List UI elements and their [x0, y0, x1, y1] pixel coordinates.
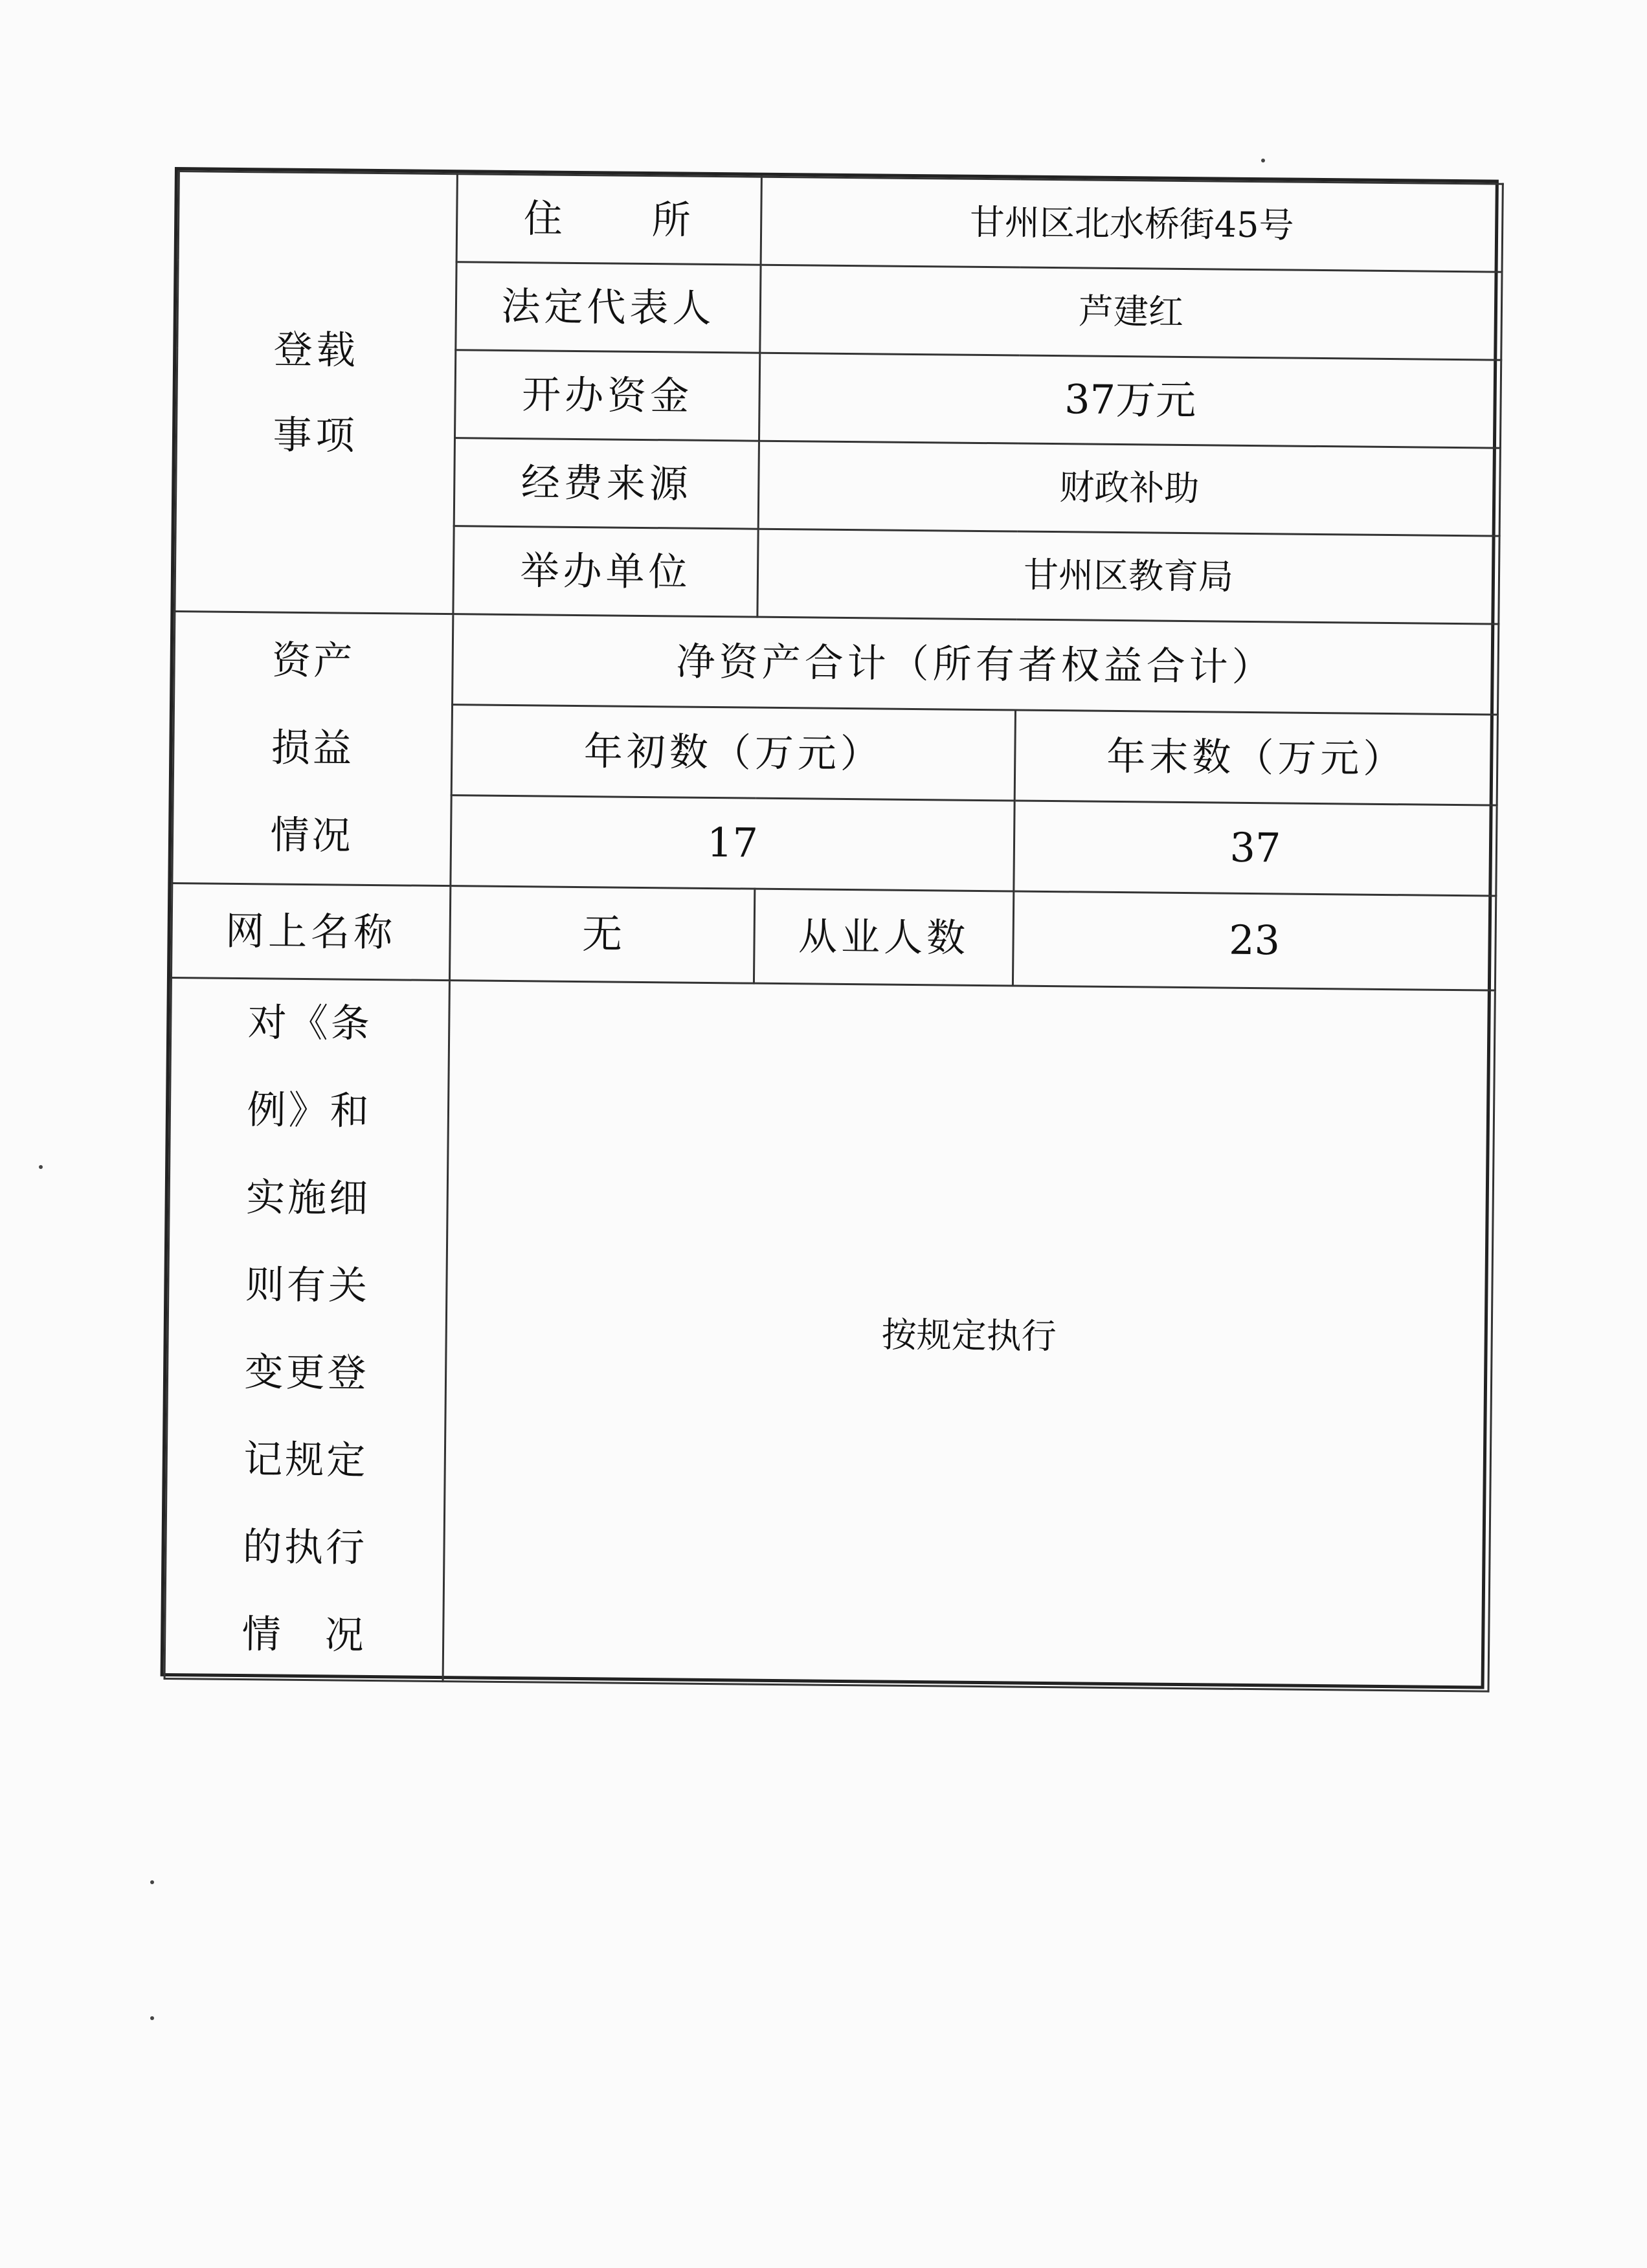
assets-section-label [172, 612, 453, 886]
end-year-value: 37 [1014, 801, 1497, 896]
compliance-value: 按规定执行 [443, 981, 1495, 1691]
registration-section-label [175, 172, 458, 614]
online-name-value: 无 [449, 886, 754, 984]
net-assets-header: 净资产合计（所有者权益合计） [453, 614, 1499, 715]
assets-label-line1: 资产 [271, 638, 355, 684]
compliance-label-line3: 实施细 [245, 1175, 371, 1221]
legal-rep-label: 法定代表人 [456, 262, 761, 353]
legal-rep-value: 芦建红 [760, 265, 1502, 360]
compliance-label-line8: 情 况 [241, 1612, 367, 1658]
registration-form [161, 167, 1499, 1689]
assets-label-line2: 损益 [271, 725, 355, 772]
compliance-label-line1: 对《条 [247, 1000, 373, 1047]
compliance-label-line7: 的执行 [242, 1524, 368, 1571]
scan-speck [1261, 159, 1265, 162]
compliance-label-line4: 则有关 [245, 1262, 370, 1309]
capital-value: 37万元 [759, 353, 1501, 448]
begin-year-label: 年初数（万元） [451, 705, 1015, 801]
compliance-label-line5: 变更登 [244, 1350, 369, 1396]
end-year-label: 年末数（万元） [1014, 710, 1497, 805]
address-value: 甘州区北水桥街45号 [761, 177, 1503, 272]
compliance-label-line6: 记规定 [243, 1437, 368, 1484]
staff-count-value: 23 [1013, 891, 1496, 990]
sponsor-label: 举办单位 [453, 526, 758, 617]
assets-label-line3: 情况 [270, 812, 353, 859]
funding-source-value: 财政补助 [758, 441, 1500, 536]
compliance-label [164, 978, 449, 1682]
funding-source-label: 经费来源 [454, 438, 759, 529]
registration-label-line1: 登载 [273, 326, 360, 373]
online-name-label: 网上名称 [171, 884, 450, 981]
compliance-label-line2: 例》和 [247, 1087, 372, 1134]
capital-label: 开办资金 [455, 350, 760, 441]
scan-speck [150, 1880, 154, 1884]
staff-count-label: 从业人数 [754, 889, 1013, 986]
sponsor-value: 甘州区教育局 [757, 529, 1499, 624]
scan-speck [39, 1165, 43, 1169]
form-table [164, 170, 1504, 1693]
scan-speck [150, 2016, 154, 2020]
registration-label-line2: 事项 [273, 412, 359, 459]
address-label: 住 所 [456, 174, 761, 265]
begin-year-value: 17 [451, 795, 1014, 891]
